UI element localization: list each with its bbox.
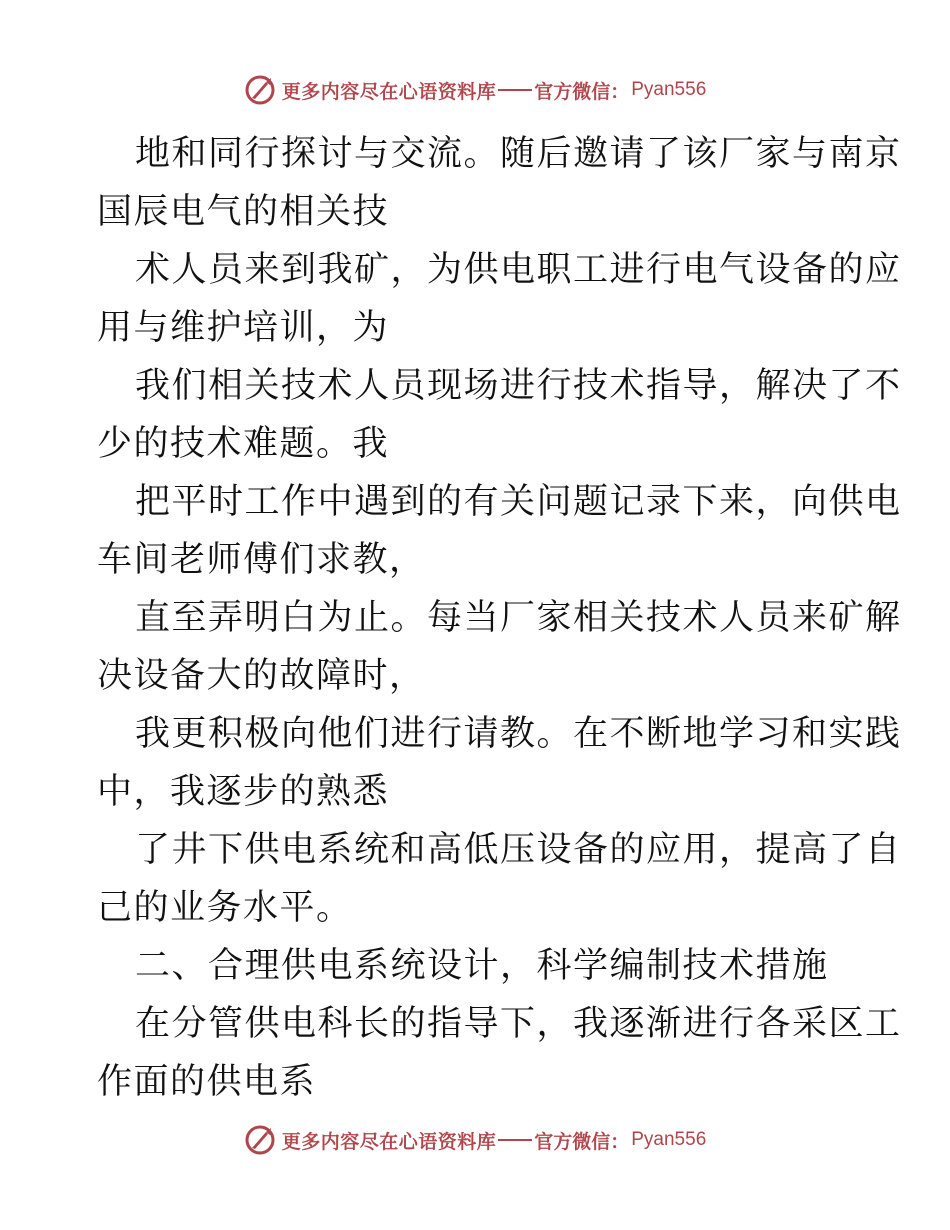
quill-logo-icon	[244, 74, 276, 106]
footer-banner	[0, 1120, 950, 1160]
section-heading: 二、合理供电系统设计，科学编制技术措施	[135, 946, 829, 986]
quill-logo-icon	[244, 1124, 276, 1156]
body-line: 中，我逐步的熟悉	[97, 772, 390, 812]
footer-official-label: 官方微信：	[534, 1130, 630, 1153]
body-line: 车间老师傅们求教，	[97, 540, 426, 580]
body-line: 作面的供电系	[97, 1062, 317, 1102]
header-dash	[498, 89, 532, 91]
body-line: 用与维护培训，为	[97, 308, 390, 348]
body-line: 术人员来到我矿，为供电职工进行电气设备的应	[135, 250, 902, 290]
header-wechat-id: Pyan556	[631, 79, 707, 100]
body-line: 了井下供电系统和高低压设备的应用，提高了自	[135, 830, 902, 870]
header-banner	[0, 70, 950, 110]
body-line: 决设备大的故障时，	[97, 656, 426, 696]
footer-brand-text: 更多内容尽在心语资料库	[281, 1130, 497, 1153]
body-line: 在分管供电科长的指导下，我逐渐进行各采区工	[135, 1004, 902, 1044]
document-body	[97, 125, 902, 1111]
header-official-label: 官方微信：	[534, 80, 630, 103]
body-line: 少的技术难题。我	[97, 424, 390, 464]
body-line: 直至弄明白为止。每当厂家相关技术人员来矿解	[135, 598, 902, 638]
footer-dash	[498, 1139, 532, 1141]
body-line: 地和同行探讨与交流。随后邀请了该厂家与南京	[135, 134, 902, 174]
footer-wechat-id: Pyan556	[631, 1129, 707, 1150]
body-line: 我们相关技术人员现场进行技术指导，解决了不	[135, 366, 902, 406]
header-brand-text: 更多内容尽在心语资料库	[281, 80, 497, 103]
body-line: 己的业务水平。	[97, 888, 353, 928]
body-line: 国辰电气的相关技	[97, 192, 390, 232]
body-line: 我更积极向他们进行请教。在不断地学习和实践	[135, 714, 902, 754]
body-line: 把平时工作中遇到的有关问题记录下来，向供电	[135, 482, 902, 522]
